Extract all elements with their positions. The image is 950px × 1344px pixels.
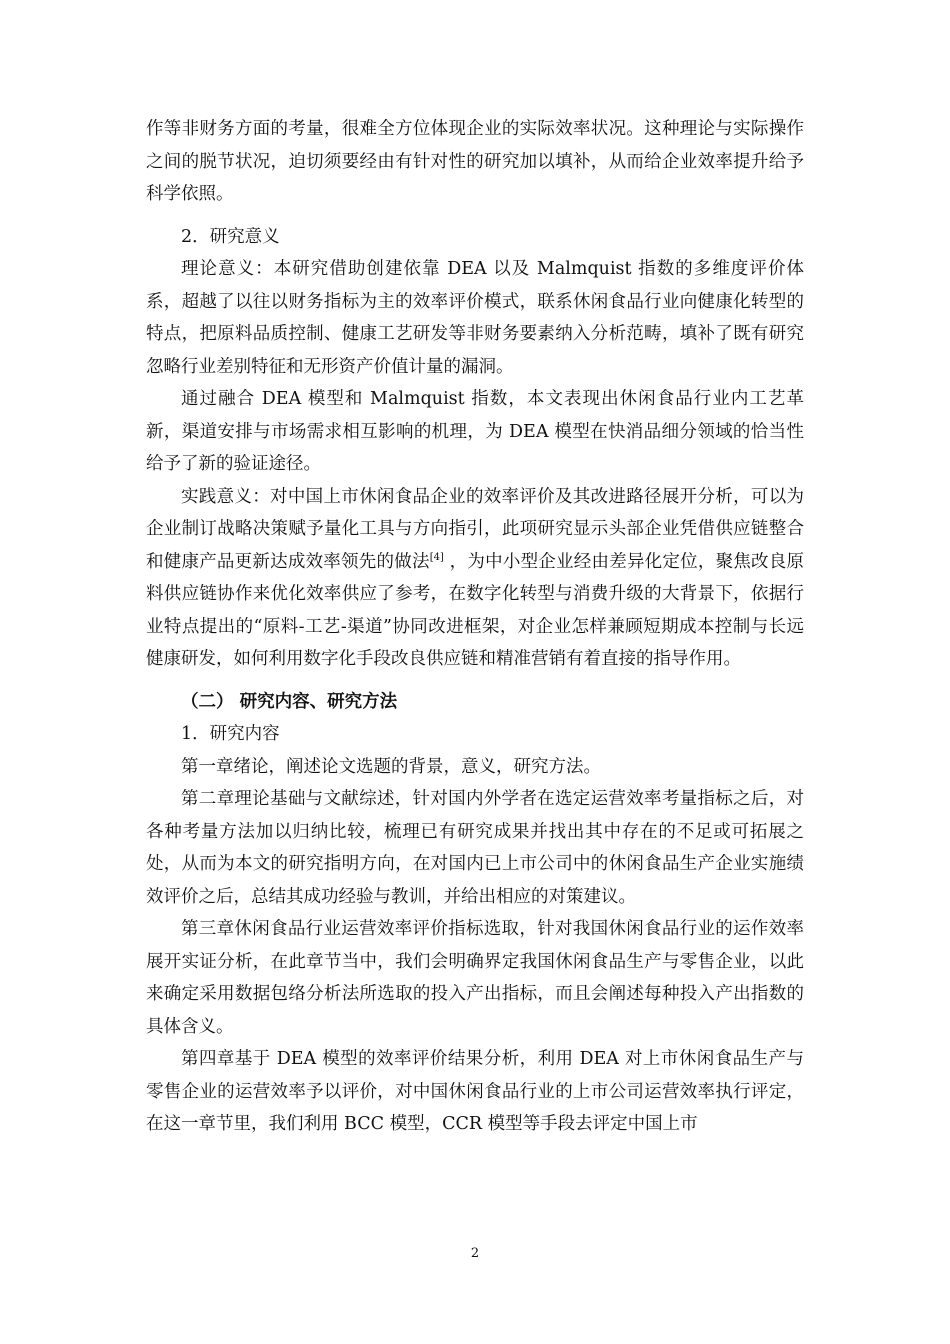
- paragraph-chapter-three: 第三章休闲食品行业运营效率评价指标选取，针对我国休闲食品行业的运作效率展开实证分析，在此章节当中，我们会明确界定我国休闲食品生产与零售企业，以此来确定采用数据包络分析法所选取的投入产出指标，而且会阐述每种投入产出指数的具体含义。: [146, 919, 804, 1037]
- paragraph-background-continued: 作等非财务方面的考量，很难全方位体现企业的实际效率状况。这种理论与实际操作之间的脱节状况，迫切须要经由有针对性的研究加以填补，从而给企业效率提升给予科学依照。: [146, 119, 804, 204]
- paragraph-theoretical-significance: 理论意义：本研究借助创建依靠 DEA 以及 Malmquist 指数的多维度评价体系，超越了以往以财务指标为主的效率评价模式，联系休闲食品行业向健康化转型的特点，把原料品质控制、健康工艺研发等非财务要素纳入分析范畴，填补了既有研究忽略行业差别特征和无形资产价值计量的漏洞。: [146, 259, 804, 377]
- subheading-research-significance: 2．研究意义: [181, 226, 280, 247]
- citation-ref-4: [4]: [429, 551, 444, 563]
- practical-text-part2: ，为中小型企业经由差异化定位，聚焦改良原料供应链协作来优化效率供应了参考，在数字化转型与消费升级的大背景下，依据行业特点提出的“原料-工艺-渠道”协同改进框架，对企业怎样兼顾短期成本控制与长远健康研发，如何利用数字化手段改良供应链和精准营销有着直接的指导作用。: [146, 551, 805, 669]
- practical-text-part1: 实践意义：对中国上市休闲食品企业的效率评价及其改进路径展开分析，可以为企业制订战略决策赋予量化工具与方向指引，此项研究显示头部企业凭借供应链整合和健康产品更新达成效率领先的做法: [146, 486, 804, 572]
- page-number: 2: [470, 1246, 480, 1261]
- paragraph-chapter-four: 第四章基于 DEA 模型的效率评价结果分析，利用 DEA 对上市休闲食品生产与零售企业的运营效率予以评价，对中国休闲食品行业的上市公司运营效率执行评定，在这一章节里，我们利用 BCC 模型，CCR 模型等手段去评定中国上市: [146, 1049, 804, 1134]
- paragraph-practical-significance: [146, 481, 804, 676]
- section-heading-content-methods: （二） 研究内容、研究方法: [181, 691, 398, 712]
- paragraph-chapter-two: 第二章理论基础与文献综述，针对国内外学者在选定运营效率考量指标之后，对各种考量方法加以归纳比较，梳理已有研究成果并找出其中存在的不足或可拓展之处，从而为本文的研究指明方向，在对国内已上市公司中的休闲食品生产企业实施绩效评价之后，总结其成功经验与教训，并给出相应的对策建议。: [146, 789, 804, 907]
- paragraph-dea-malmquist: 通过融合 DEA 模型和 Malmquist 指数，本文表现出休闲食品行业内工艺革新，渠道安排与市场需求相互影响的机理，为 DEA 模型在快消品细分领域的恰当性给予了新的验证途径。: [146, 389, 804, 474]
- subheading-research-content: 1．研究内容: [181, 724, 280, 744]
- document-page: [146, 113, 804, 1141]
- paragraph-chapter-one: 第一章绪论，阐述论文选题的背景，意义，研究方法。: [181, 756, 601, 777]
